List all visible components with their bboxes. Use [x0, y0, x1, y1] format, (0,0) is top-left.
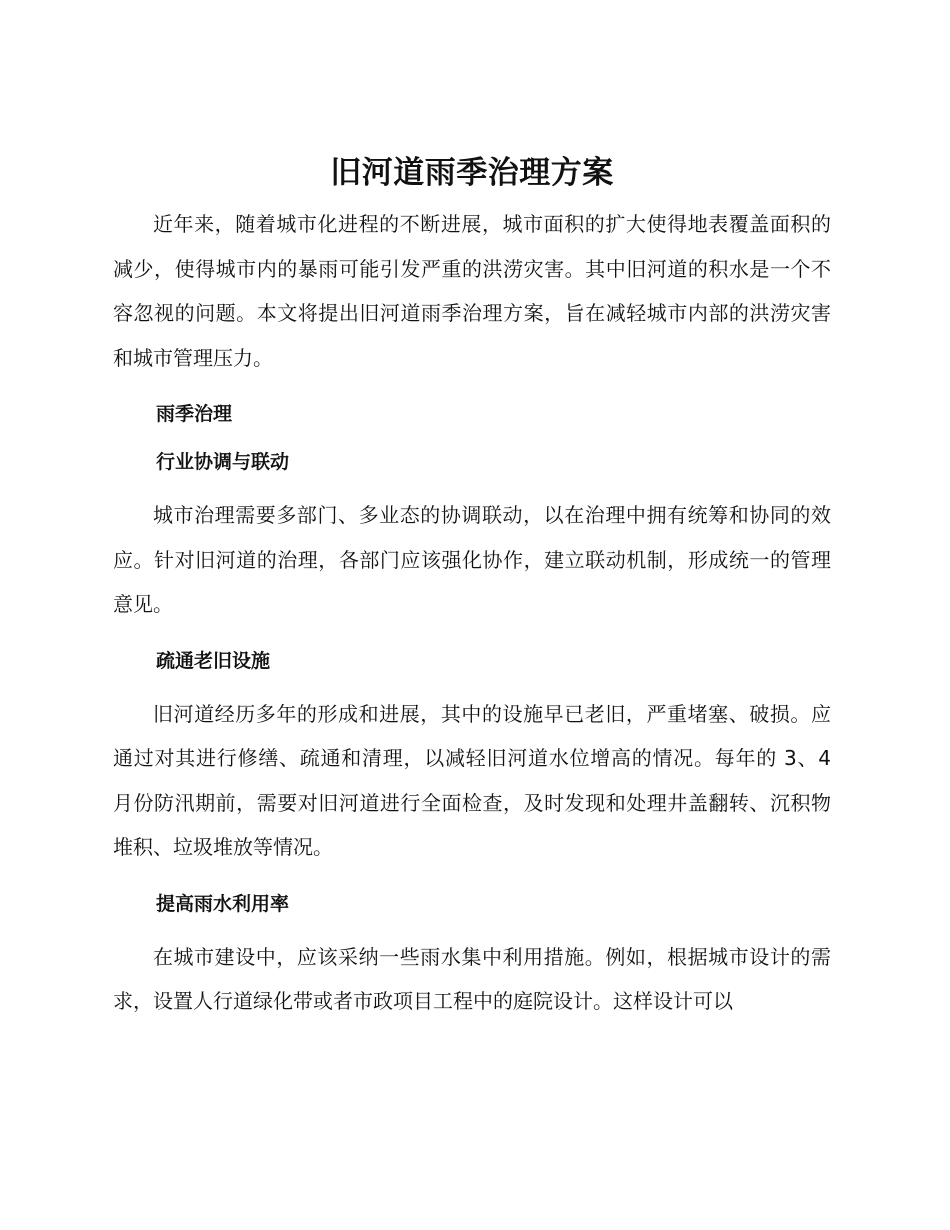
spacer: [113, 870, 831, 890]
spacer: [113, 675, 831, 692]
spacer: [113, 380, 831, 400]
subsection-heading-rainwater: 提高雨水利用率: [156, 892, 290, 915]
document-title: 旧河道雨季治理方案: [330, 155, 614, 191]
subsection-heading-dredging: 疏通老旧设施: [156, 649, 271, 672]
dredging-paragraph: 旧河道经历多年的形成和进展，其中的设施早已老旧，严重堵塞、破损。应通过对其进行修缮、疏通和清理，以减轻旧河道水位增高的情况。每年的 3、4 月份防汛期前，需要对旧河道进行全面检查，及时发现和处理井盖翻转、沉积物堆积、垃圾堆放等情况。: [113, 701, 831, 859]
intro-paragraph: 近年来，随着城市化进程的不断进展，城市面积的扩大使得地表覆盖面积的减少，使得城市内的暴雨可能引发严重的洪涝灾害。其中旧河道的积水是一个不容忽视的问题。本文将提出旧河道雨季治理方案，旨在减轻城市内部的洪涝灾害和城市管理压力。: [113, 212, 831, 370]
subsection-heading-coordination: 行业协调与联动: [156, 451, 290, 473]
spacer: [113, 428, 831, 448]
spacer: [113, 476, 831, 493]
spacer: [113, 627, 831, 647]
rainwater-paragraph: 在城市建设中，应该采纳一些雨水集中利用措施。例如，根据城市设计的需求，设置人行道绿化带或者市政项目工程中的庭院设计。这样设计可以: [113, 944, 831, 1013]
document-content: [113, 148, 831, 1024]
coordination-paragraph: 城市治理需要多部门、多业态的协调联动，以在治理中拥有统筹和协同的效应。针对旧河道的治理，各部门应该强化协作，建立联动机制，形成统一的管理意见。: [113, 503, 831, 616]
spacer: [113, 918, 831, 935]
section-heading-rainy-season: 雨季治理: [156, 403, 233, 425]
